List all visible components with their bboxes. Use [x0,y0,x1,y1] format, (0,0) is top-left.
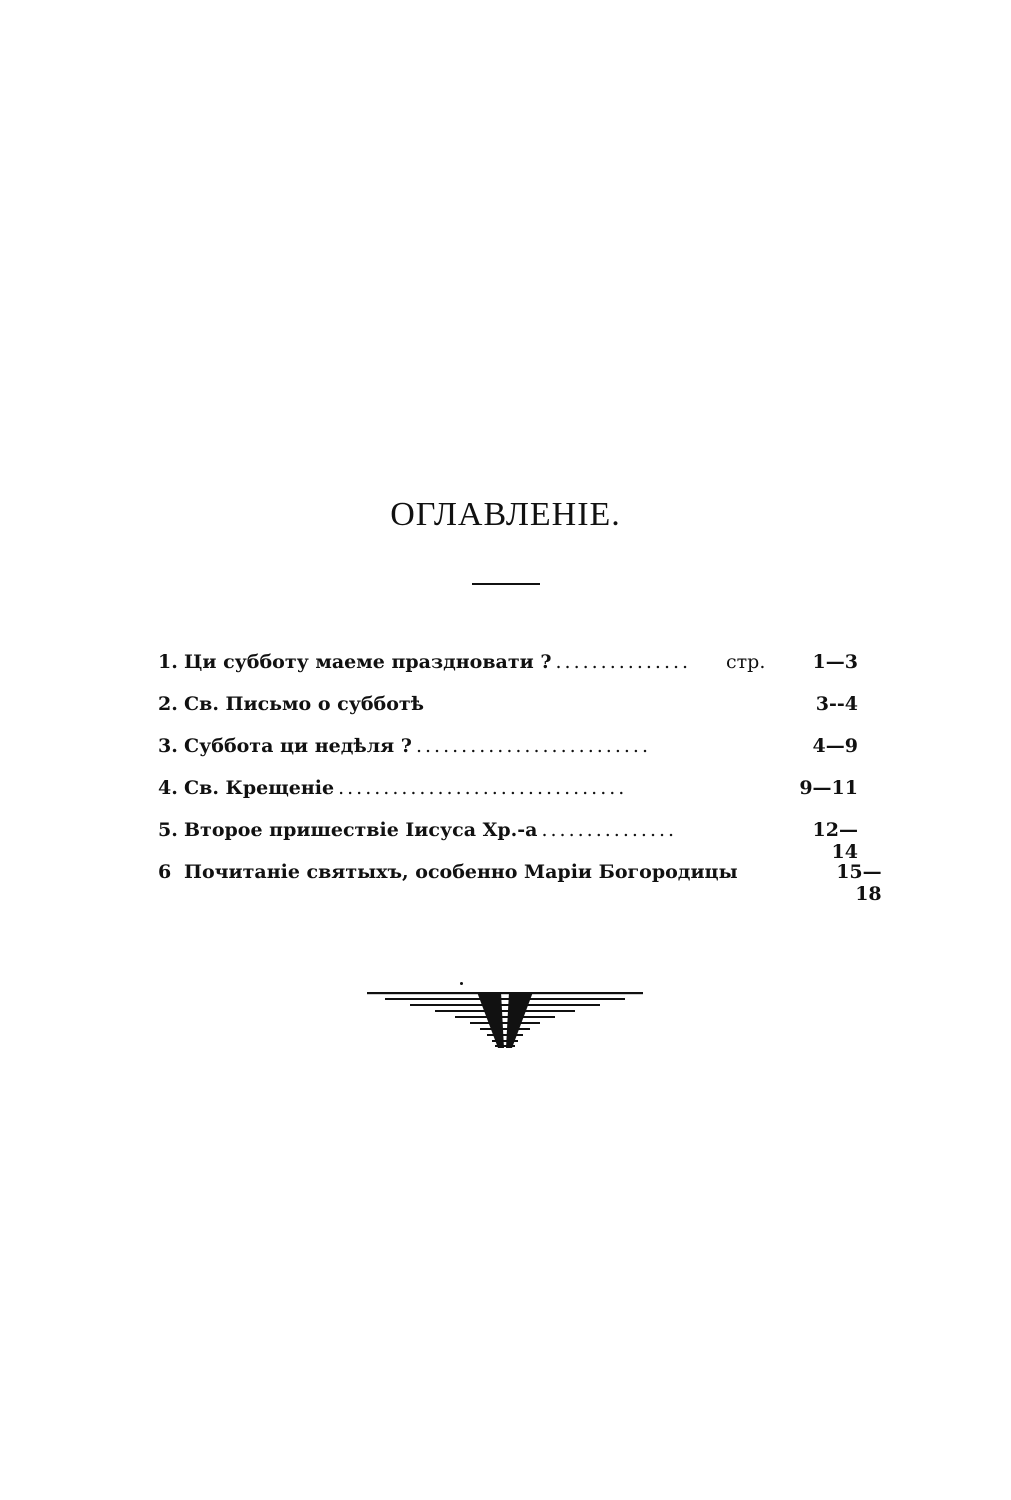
toc-entry-pages: 15—18 [836,861,882,905]
toc-entry-title: Св. Крещеніе [184,777,335,799]
toc-entry-number: 5. [158,819,178,841]
toc-entry-pages: 1—3 [812,651,858,673]
toc-entry-4 [158,777,858,819]
toc-entry-2 [158,693,858,735]
toc-entry-1 [158,651,858,693]
toc-entry-title: Суббота ци недѣля ? [184,735,412,757]
toc-entry-6 [158,861,882,905]
ornament-divider-icon [365,982,645,1052]
toc-entry-pages: 9—11 [799,777,858,799]
toc-page-prefix: стр. [726,651,766,673]
toc-entry-number: 6 [158,861,172,883]
title-rule-divider [472,583,540,585]
toc-entry-title: Ци субботу маеме праздновати ? [184,651,552,673]
toc-entry-leader: ................................ [338,777,628,799]
toc-entry-title: Св. Письмо о субботѣ [184,693,425,715]
toc-entry-3 [158,735,858,777]
toc-entry-title: Почитаніе святыхъ, особенно Маріи Богородицы [184,861,738,883]
toc-entry-number: 1. [158,651,178,673]
table-of-contents [158,651,882,905]
toc-entry-number: 3. [158,735,178,757]
toc-entry-leader: ............... [555,651,692,673]
toc-entry-5 [158,819,858,861]
toc-entry-pages: 4—9 [812,735,858,757]
toc-entry-number: 2. [158,693,178,715]
toc-entry-leader: ............... [541,819,678,841]
page-title: ОГЛАВЛЕНІЕ. [390,496,621,533]
toc-entry-pages: 3--4 [815,693,858,715]
toc-entry-number: 4. [158,777,178,799]
toc-entry-pages: 12—14 [812,819,858,863]
toc-entry-leader: .......................... [415,735,651,757]
toc-entry-title: Второе пришествіе Іисуса Хр.-а [184,819,538,841]
